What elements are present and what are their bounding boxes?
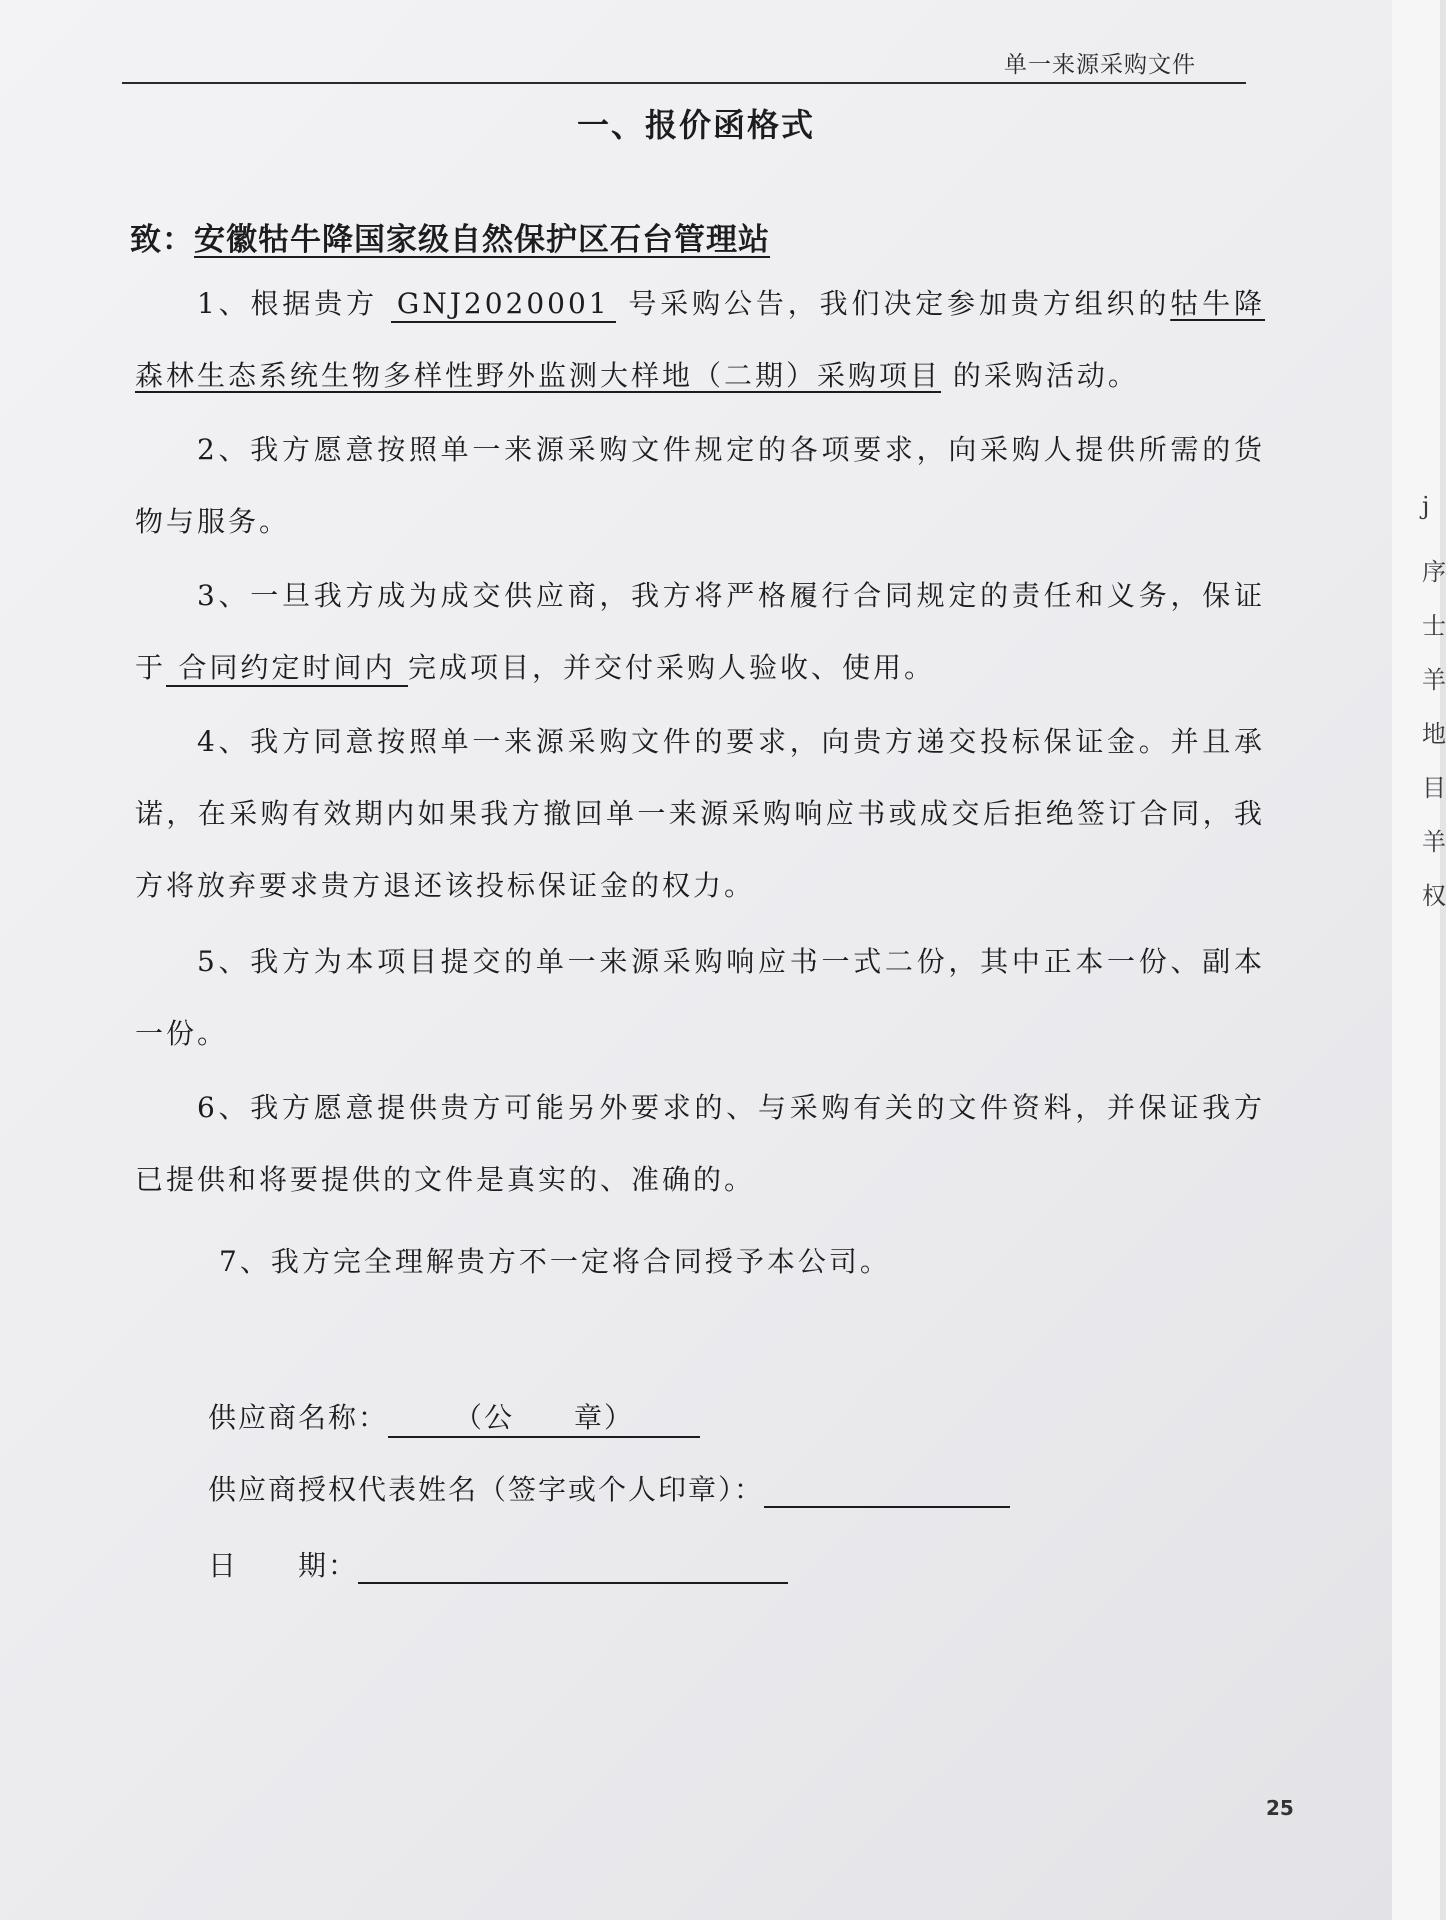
representative-signature-line — [764, 1476, 1010, 1508]
bleed-char: 士 — [1422, 612, 1446, 640]
project-name: 牯牛降森林生态系统生物多样性野外监测大样地（二期）采购项目 — [135, 287, 1265, 392]
supplier-seal-field: （公 章） — [388, 1396, 700, 1438]
clause-1-text-a: 1、根据贵方 — [197, 287, 379, 320]
addressee-prefix: 致： — [130, 222, 194, 258]
clause-2: 2、我方愿意按照单一来源采购文件规定的各项要求，向采购人提供所需的货物与服务。 — [135, 433, 1265, 538]
clause-4: 4、我方同意按照单一来源采购文件的要求，向贵方递交投标保证金。并且承诺，在采购有效期内如果我方撤回单一来源采购响应书或成交后拒绝签订合同，我方将放弃要求贵方退还该投标保证金的权力。 — [135, 725, 1265, 902]
header-rule — [122, 82, 1246, 84]
supplier-name-row — [208, 1396, 700, 1438]
addressee — [130, 214, 770, 259]
date-line — [358, 1552, 788, 1584]
clause-1-text-c: 的采购活动。 — [952, 359, 1139, 392]
supplier-name-label: 供应商名称： — [208, 1401, 389, 1434]
clause-3-text-b: 完成项目，并交付采购人验收、使用。 — [408, 651, 936, 684]
date-row — [208, 1544, 788, 1584]
addressee-name: 安徽牯牛降国家级自然保护区石台管理站 — [194, 222, 770, 258]
underlying-page-edge — [1392, 0, 1446, 1920]
bleed-char: 权 — [1422, 882, 1446, 910]
representative-row — [208, 1468, 1010, 1508]
clause-1 — [135, 268, 1265, 412]
page-title: 一、报价函格式 — [576, 106, 815, 144]
bleed-char: 目 — [1422, 774, 1446, 802]
bleed-char: 羊 — [1422, 666, 1446, 694]
page-number: 25 — [1266, 1796, 1294, 1820]
running-header: 单一来源采购文件 — [1004, 52, 1196, 78]
bleed-char: 序 — [1422, 558, 1446, 586]
announcement-number: GNJ2020001 — [391, 287, 616, 323]
delivery-term: 合同约定时间内 — [166, 651, 408, 687]
date-label: 日 期： — [208, 1549, 359, 1582]
representative-label: 供应商授权代表姓名（签字或个人印章）： — [208, 1473, 765, 1506]
bleed-char: 羊 — [1422, 828, 1446, 856]
clause-3-text-a: 3、一旦我方成为成交供应商，我方将严格履行合同规定的责任和义务，保证于 — [135, 579, 1265, 684]
clause-1-text-b: 号采购公告，我们决定参加贵方组织的 — [628, 287, 1171, 320]
bleed-char: 地 — [1422, 720, 1446, 748]
clause-3 — [135, 560, 1265, 704]
bleed-char: j — [1422, 492, 1430, 520]
clause-7: 7、我方完全理解贵方不一定将合同授予本公司。 — [219, 1245, 891, 1278]
clause-6: 6、我方愿意提供贵方可能另外要求的、与采购有关的文件资料，并保证我方已提供和将要提供的文件是真实的、准确的。 — [135, 1091, 1265, 1196]
clause-5: 5、我方为本项目提交的单一来源采购响应书一式二份，其中正本一份、副本一份。 — [135, 945, 1265, 1050]
